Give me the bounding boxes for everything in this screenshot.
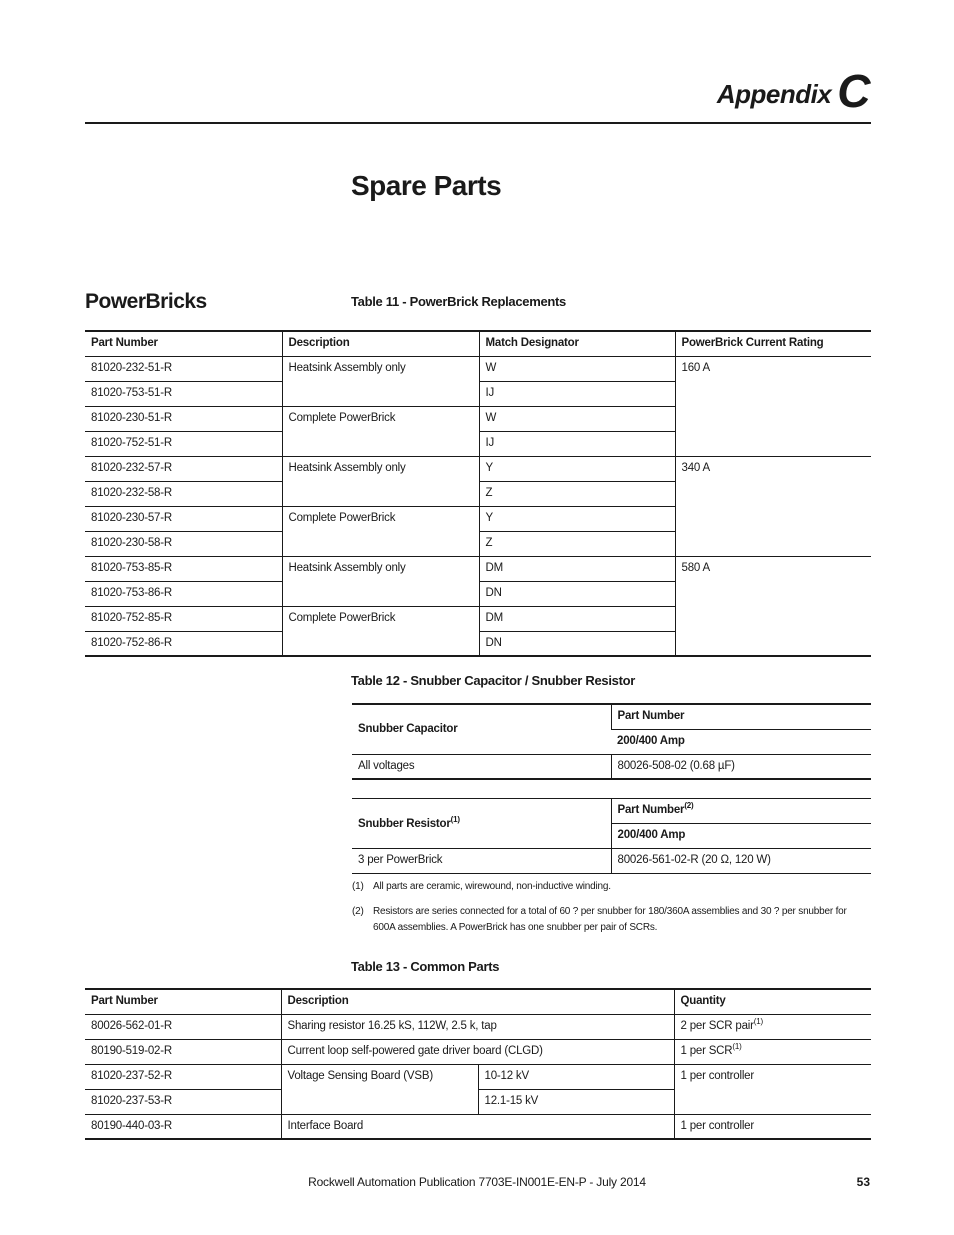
appendix-word: Appendix <box>716 79 832 109</box>
table-row <box>85 456 871 481</box>
footnote-text: All parts are ceramic, wirewound, non-inductive winding. <box>373 881 611 892</box>
table-row <box>85 1064 871 1089</box>
footnote-ref: (1) <box>450 814 460 824</box>
description-cell: Sharing resistor 16.25 kS, 112W, 2.5 k, tap <box>281 1014 674 1039</box>
designator-cell: Y <box>479 456 675 481</box>
chapter-title: Spare Parts <box>351 170 502 201</box>
table-header-row <box>85 989 871 1014</box>
header-part-number: Part Number <box>85 331 282 356</box>
capacitor-part-number-header: Part Number <box>611 704 871 729</box>
part-number-cell: 81020-230-58-R <box>85 531 282 556</box>
quantity-cell: 1 per controller <box>674 1064 871 1114</box>
table-row <box>85 356 871 381</box>
table-row <box>85 1014 871 1039</box>
description-cell: Heatsink Assembly only <box>282 556 479 606</box>
description-cell: Complete PowerBrick <box>282 406 479 456</box>
appendix-heading <box>716 60 870 117</box>
table-row <box>85 1039 871 1064</box>
footnote-number: (1) <box>352 881 364 892</box>
table-row <box>85 556 871 581</box>
part-number-cell: 81020-752-85-R <box>85 606 282 631</box>
part-number-cell: 81020-237-53-R <box>85 1089 281 1114</box>
quantity-cell <box>674 1039 871 1064</box>
description-cell: Current loop self-powered gate driver board (CLGD) <box>281 1039 674 1064</box>
designator-cell: DN <box>479 581 675 606</box>
capacitor-row-label: All voltages <box>358 759 415 772</box>
designator-cell: DM <box>479 556 675 581</box>
footnote-number: (2) <box>352 906 364 917</box>
quantity-cell <box>674 1014 871 1039</box>
part-number-cell: 81020-753-85-R <box>85 556 282 581</box>
footnote-text: Resistors are series connected for a total of 60 ? per snubber for 180/360A assemblies and 30 ? per snubber for 600A assemblies. A PowerBrick has one snubber per pair of SCRs. <box>373 906 847 933</box>
rating-cell: 580 A <box>675 556 871 656</box>
description-cell: Voltage Sensing Board (VSB) <box>281 1064 478 1114</box>
table-row <box>85 1114 871 1139</box>
table-11-caption: Table 11 - PowerBrick Replacements <box>351 294 566 309</box>
description-cell: Heatsink Assembly only <box>282 456 479 506</box>
snubber-resistor-table <box>352 798 871 874</box>
designator-cell: DM <box>479 606 675 631</box>
rating-cell: 160 A <box>675 356 871 456</box>
snubber-resistor-label <box>352 799 611 849</box>
resistor-amp-header: 200/400 Amp <box>611 824 871 849</box>
common-parts-table <box>85 988 871 1140</box>
description-cell: Complete PowerBrick <box>282 606 479 656</box>
header-description: Description <box>282 331 479 356</box>
resistor-part-number-header-text: Part Number <box>617 804 685 816</box>
rating-cell: 340 A <box>675 456 871 556</box>
designator-cell: IJ <box>479 381 675 406</box>
designator-cell: Y <box>479 506 675 531</box>
quantity-text: 1 per SCR <box>680 1044 733 1057</box>
voltage-range-cell: 10-12 kV <box>478 1064 674 1089</box>
page-number: 53 <box>856 1175 870 1189</box>
table-13-caption: Table 13 - Common Parts <box>351 959 500 974</box>
designator-cell: Z <box>479 531 675 556</box>
part-number-cell: 81020-752-86-R <box>91 636 172 649</box>
quantity-cell: 1 per controller <box>674 1114 871 1139</box>
part-number-cell: 80190-440-03-R <box>91 1119 172 1132</box>
description-cell: Heatsink Assembly only <box>282 356 479 406</box>
designator-cell: W <box>479 406 675 431</box>
part-number-cell: 81020-237-52-R <box>85 1064 281 1089</box>
powerbrick-table <box>85 330 871 657</box>
resistor-row-label: 3 per PowerBrick <box>358 854 443 866</box>
footnote-ref: (2) <box>684 801 694 811</box>
footnote-ref: (1) <box>732 1041 742 1051</box>
part-number-cell: 81020-230-57-R <box>85 506 282 531</box>
table-header-row <box>85 331 871 356</box>
part-number-cell: 81020-232-57-R <box>85 456 282 481</box>
part-number-cell: 81020-753-86-R <box>85 581 282 606</box>
description-cell: Complete PowerBrick <box>282 506 479 556</box>
snubber-capacitor-label: Snubber Capacitor <box>352 704 611 754</box>
footnote-2 <box>352 904 871 936</box>
resistor-part-value: 80026-561-02-R (20 Ω, 120 W) <box>611 849 871 874</box>
table-row <box>352 799 871 824</box>
table-row <box>352 754 871 779</box>
appendix-letter: C <box>837 65 870 117</box>
publication-footer: Rockwell Automation Publication 7703E-IN001E-EN-P - July 2014 <box>308 1175 646 1189</box>
header-part-number: Part Number <box>85 989 281 1014</box>
part-number-cell: 81020-752-51-R <box>85 431 282 456</box>
capacitor-amp-header: 200/400 Amp <box>611 729 871 754</box>
table-row <box>352 704 871 729</box>
table-row <box>352 849 871 874</box>
part-number-cell: 81020-232-51-R <box>85 356 282 381</box>
designator-cell: IJ <box>479 431 675 456</box>
snubber-capacitor-table <box>352 703 871 780</box>
designator-cell: DN <box>479 631 675 656</box>
part-number-cell: 80190-519-02-R <box>85 1039 281 1064</box>
part-number-cell: 81020-230-51-R <box>85 406 282 431</box>
capacitor-part-value: 80026-508-02 (0.68 µF) <box>611 754 871 779</box>
part-number-cell: 81020-232-58-R <box>85 481 282 506</box>
header-rule <box>85 122 871 124</box>
footnote-1 <box>352 879 871 895</box>
snubber-resistor-label-text: Snubber Resistor <box>358 817 451 830</box>
designator-cell: Z <box>479 481 675 506</box>
part-number-cell: 80026-562-01-R <box>85 1014 281 1039</box>
table-12-caption: Table 12 - Snubber Capacitor / Snubber Resistor <box>351 673 635 688</box>
designator-cell: W <box>479 356 675 381</box>
description-cell: Interface Board <box>281 1114 674 1139</box>
header-match-designator: Match Designator <box>479 331 675 356</box>
header-quantity: Quantity <box>674 989 871 1014</box>
resistor-part-number-header <box>611 799 871 824</box>
quantity-text: 2 per SCR pair <box>680 1019 754 1032</box>
voltage-range-cell: 12.1-15 kV <box>478 1089 674 1114</box>
part-number-cell: 81020-753-51-R <box>85 381 282 406</box>
header-description: Description <box>281 989 674 1014</box>
header-current-rating: PowerBrick Current Rating <box>675 331 871 356</box>
footnote-ref: (1) <box>753 1016 763 1026</box>
section-title: PowerBricks <box>85 290 207 313</box>
